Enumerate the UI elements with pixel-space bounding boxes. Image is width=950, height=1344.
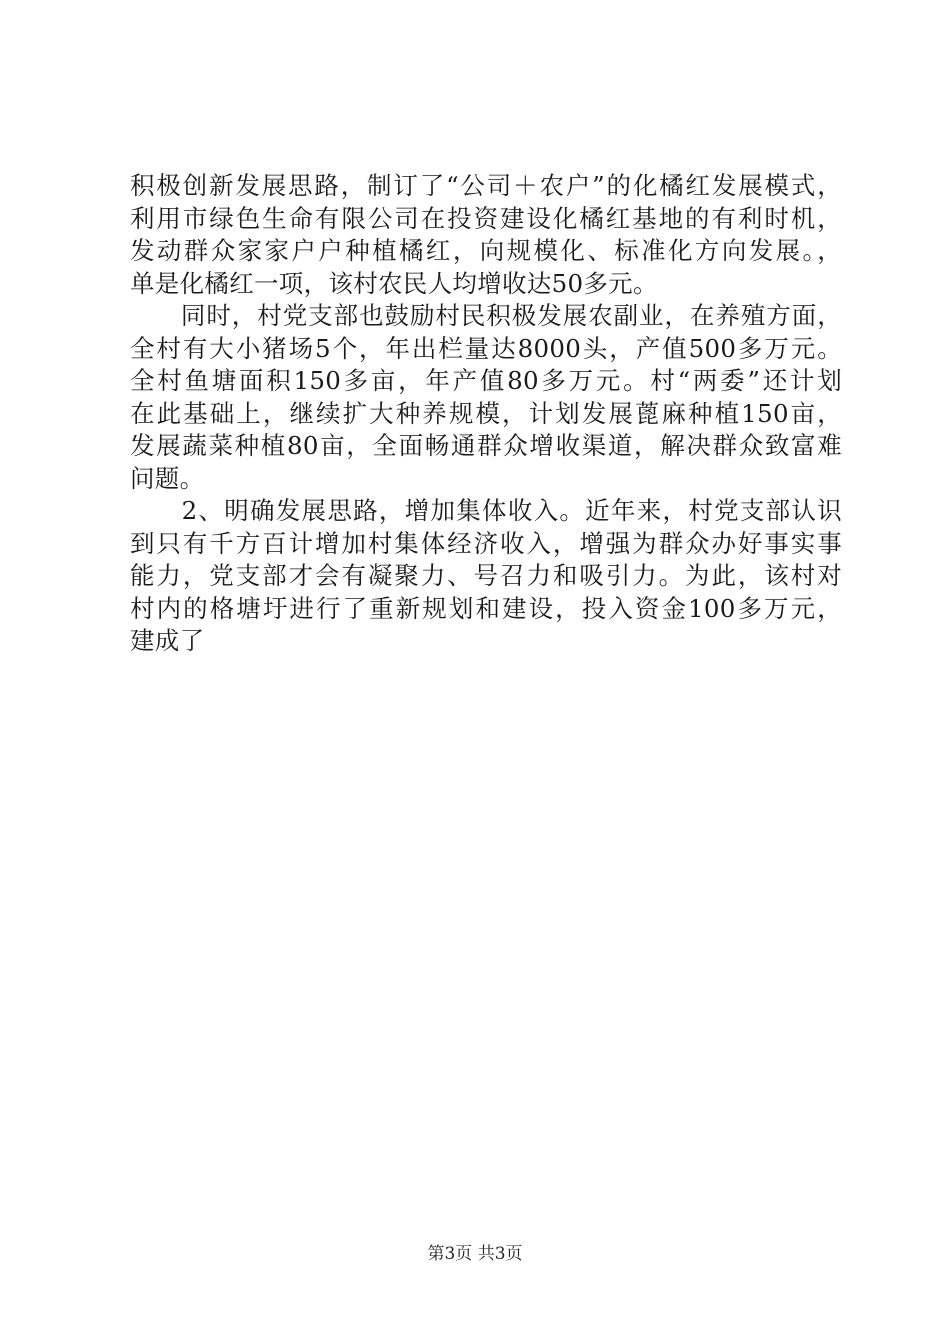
text-line: 村内的格塘圩进行了重新规划和建设，投入资金100多万元， bbox=[130, 593, 842, 623]
text-line: 发展蔬菜种植80亩，全面畅通群众增收渠道，解决群众致富难 bbox=[130, 431, 842, 460]
text-line: 建成了 bbox=[130, 626, 205, 655]
body-text bbox=[130, 170, 842, 658]
text-line: 同时，村党支部也鼓励村民积极发展农副业，在养殖方面， bbox=[130, 301, 842, 330]
text-line: 问题。 bbox=[130, 463, 205, 493]
text-line: 在此基础上，继续扩大种养规模，计划发展蓖麻种植150亩， bbox=[130, 398, 842, 428]
text-line: 全村有大小猪场5个，年出栏量达8000头，产值500多万元。 bbox=[130, 333, 842, 363]
text-line: 发动群众家家户户种植橘红，向规模化、标准化方向发展。， bbox=[130, 236, 842, 265]
text-line: 能力，党支部才会有凝聚力、号召力和吸引力。为此，该村对 bbox=[130, 561, 842, 590]
text-line: 到只有千方百计增加村集体经济收入，增强为群众办好事实事 bbox=[130, 528, 842, 558]
text-line: 积极创新发展思路，制订了“公司＋农户”的化橘红发展模式， bbox=[130, 171, 842, 200]
text-line: 2、明确发展思路，增加集体收入。近年来，村党支部认识 bbox=[130, 496, 842, 525]
text-line: 全村鱼塘面积150多亩，年产值80多万元。村“两委”还计划 bbox=[130, 366, 842, 395]
page-footer: 第3页 共3页 bbox=[427, 1244, 523, 1264]
text-line: 单是化橘红一项，该村农民人均增收达50多元。 bbox=[130, 268, 658, 298]
text-line: 利用市绿色生命有限公司在投资建设化橘红基地的有利时机， bbox=[130, 203, 842, 233]
